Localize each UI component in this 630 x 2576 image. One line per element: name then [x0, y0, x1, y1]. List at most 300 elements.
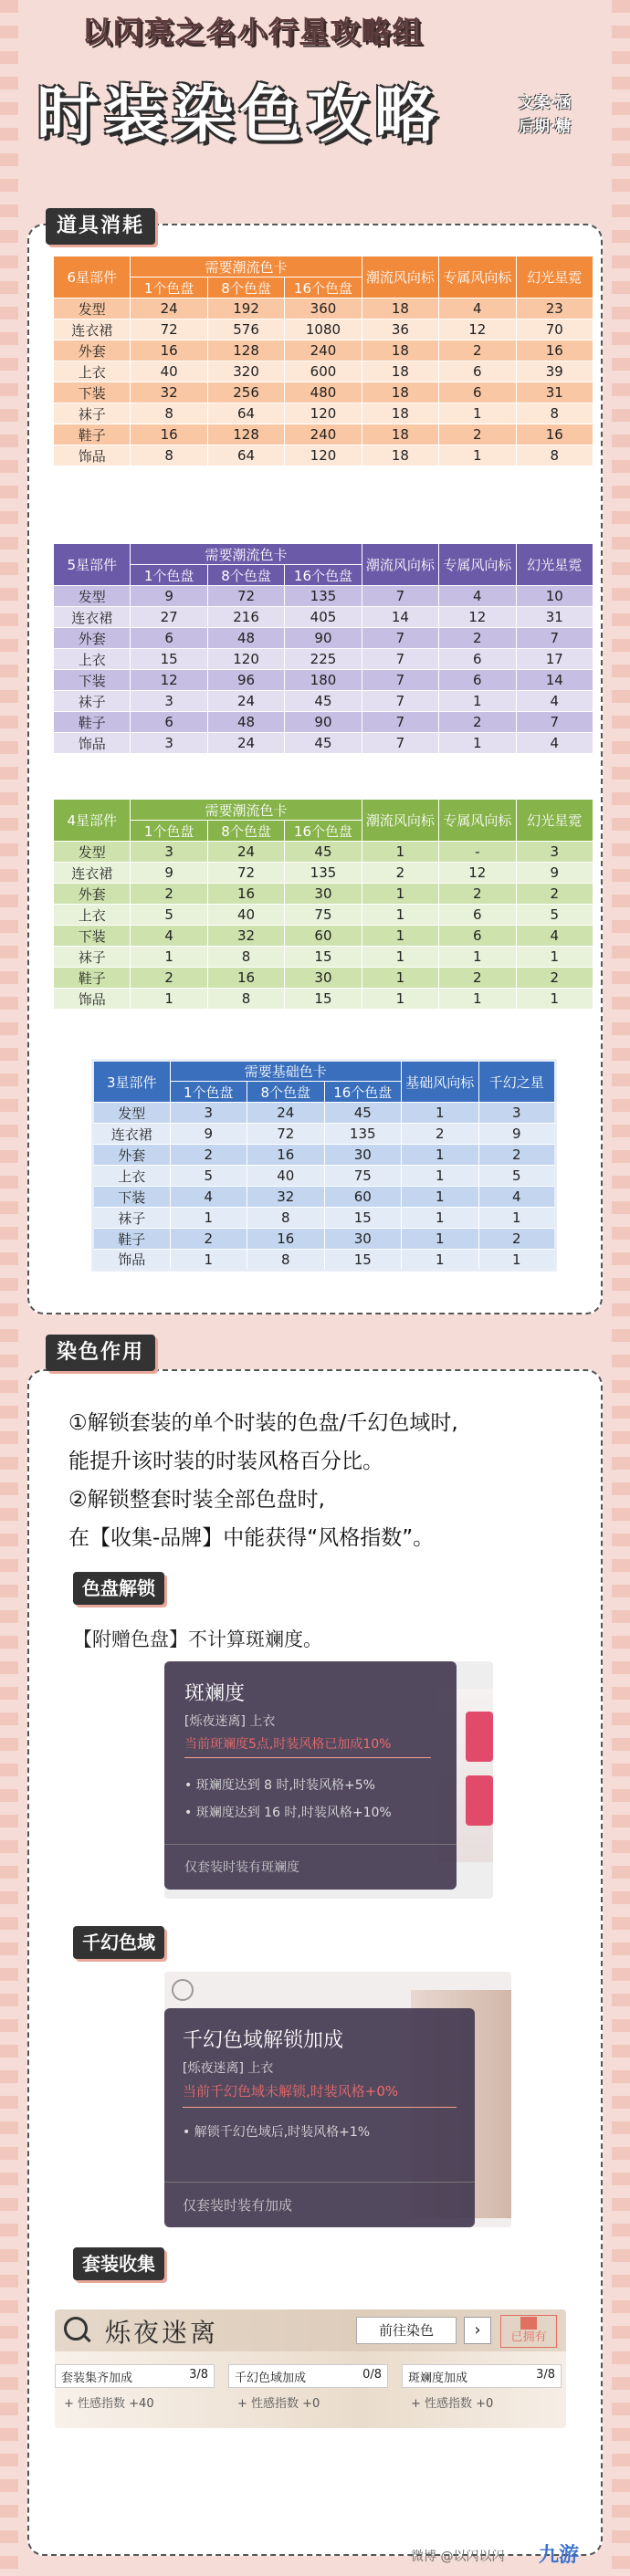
- table-cell: 32: [207, 926, 284, 947]
- table-cell: 2: [131, 884, 207, 905]
- column-header: 专属风向标: [439, 800, 516, 842]
- stat-value: 3/8: [189, 2368, 208, 2382]
- table-cell: 135: [285, 586, 362, 607]
- table-cell: 鞋子: [93, 1229, 171, 1250]
- table-cell: 2: [439, 968, 516, 989]
- credit-block: [519, 91, 601, 139]
- page-title: 时装染色攻略: [37, 79, 443, 152]
- table-cell: 75: [324, 1166, 402, 1187]
- table-cell: 8: [247, 1250, 325, 1271]
- table-cell: 7: [362, 733, 438, 754]
- table-cell: 3: [131, 733, 207, 754]
- column-header: 幻光星霓: [516, 257, 593, 298]
- table-cell: 24: [131, 298, 207, 319]
- stat-vividness: [402, 2364, 562, 2388]
- right-border-stripe: [612, 0, 630, 2576]
- table-cell: 45: [285, 842, 362, 863]
- part-header: 3星部件: [93, 1061, 171, 1103]
- table-cell: 袜子: [54, 691, 131, 712]
- column-header: 幻光星霓: [516, 800, 593, 842]
- table-cell: 64: [207, 403, 284, 424]
- table-row: [54, 712, 593, 733]
- subsection-title-palette: 色盘解锁: [73, 1572, 164, 1605]
- table-cell: 2: [439, 712, 516, 733]
- table-cell: 2: [439, 628, 516, 649]
- table-cell: 72: [207, 586, 284, 607]
- tooltip-title: 斑斓度: [184, 1682, 246, 1705]
- table-cell: 5: [478, 1166, 556, 1187]
- table-cell: 16: [516, 424, 593, 445]
- column-header: 潮流风向标: [362, 544, 438, 586]
- table-cell: 1: [402, 1187, 479, 1208]
- table-cell: 鞋子: [54, 712, 131, 733]
- table-cell: 16: [207, 968, 284, 989]
- table-cell: 1: [362, 842, 438, 863]
- table-cell: 4: [439, 298, 516, 319]
- group-header: 需要潮流色卡: [131, 257, 362, 277]
- credit-editor: 后期·糖: [519, 118, 572, 136]
- table-cell: 连衣裙: [54, 607, 131, 628]
- table-cell: 180: [285, 670, 362, 691]
- table-cell: 16: [131, 340, 207, 361]
- tooltip-footer: 仅套装时装有斑斓度: [184, 1860, 299, 1875]
- table-cell: 8: [207, 947, 284, 968]
- table-cell: 袜子: [54, 403, 131, 424]
- table-cell: 外套: [54, 340, 131, 361]
- table-row: [54, 842, 593, 863]
- table-cell: 5: [516, 905, 593, 926]
- table-cell: 2: [402, 1124, 479, 1145]
- subsection-title-color-domain: 千幻色域: [73, 1926, 164, 1959]
- palette-note: 【附赠色盘】不计算斑斓度。: [73, 1628, 322, 1650]
- table-cell: 17: [516, 649, 593, 670]
- table-cell: 1080: [285, 319, 362, 340]
- sub-column-header: 16个色盘: [285, 277, 362, 298]
- table-row: [54, 989, 593, 1010]
- table-cell: 3: [131, 691, 207, 712]
- column-header: 专属风向标: [439, 544, 516, 586]
- table-cell: 3: [478, 1103, 556, 1124]
- table-cell: 18: [362, 424, 438, 445]
- table-row: [54, 863, 593, 884]
- table-cell: 1: [402, 1166, 479, 1187]
- table-cell: 3: [516, 842, 593, 863]
- table-cell: 1: [402, 1103, 479, 1124]
- table-cell: 外套: [54, 628, 131, 649]
- table-cell: 2: [170, 1145, 247, 1166]
- table-cell: 128: [207, 340, 284, 361]
- info-icon: [172, 1979, 194, 2001]
- table-cell: 下装: [54, 670, 131, 691]
- table-cell: 下装: [54, 382, 131, 403]
- table-cell: 2: [439, 884, 516, 905]
- table-cell: 6: [439, 905, 516, 926]
- table-cell: 39: [516, 361, 593, 382]
- section-title-dye-effect: 染色作用: [46, 1335, 155, 1371]
- table-cell: 2: [516, 884, 593, 905]
- table-cell: 216: [207, 607, 284, 628]
- table-cell: 18: [362, 361, 438, 382]
- table-cell: 18: [362, 298, 438, 319]
- table-cell: 下装: [93, 1187, 171, 1208]
- table-cell: 45: [285, 691, 362, 712]
- subsection-title-suit-collection: 套装收集: [73, 2247, 164, 2280]
- table-cell: 7: [362, 649, 438, 670]
- stat-suit-complete: [55, 2364, 215, 2388]
- table-cell: 1: [131, 947, 207, 968]
- table-cell: 90: [285, 712, 362, 733]
- table-row: [54, 884, 593, 905]
- table-cell: 225: [285, 649, 362, 670]
- table-cell: 6: [439, 649, 516, 670]
- table-cell: 1: [362, 926, 438, 947]
- table-cell: 192: [207, 298, 284, 319]
- table-cell: 1: [478, 1250, 556, 1271]
- table-cell: 上衣: [93, 1166, 171, 1187]
- table-cell: 1: [131, 989, 207, 1010]
- table-cell: 外套: [54, 884, 131, 905]
- part-header: 6星部件: [54, 257, 131, 298]
- table-cell: 9: [131, 586, 207, 607]
- table-row: [54, 586, 593, 607]
- table-cell: 4: [516, 926, 593, 947]
- stat-bonus: + 性感指数 +0: [237, 2397, 320, 2411]
- table-cell: 4: [516, 691, 593, 712]
- table-row: [54, 319, 593, 340]
- table-cell: 1: [402, 1145, 479, 1166]
- tooltip-current: 当前斑斓度5点,时装风格已加成10%: [184, 1737, 392, 1752]
- table-cell: 12: [131, 670, 207, 691]
- sub-column-header: 8个色盘: [247, 1082, 325, 1103]
- table-cell: 15: [324, 1250, 402, 1271]
- tooltip-footer: 仅套装时装有加成: [183, 2197, 293, 2214]
- table-cell: 72: [247, 1124, 325, 1145]
- table-cell: 1: [170, 1208, 247, 1229]
- tooltip-item: [烁夜迷离] 上衣: [184, 1714, 276, 1729]
- table-cell: 16: [207, 884, 284, 905]
- effect-line-4: 在【收集-品牌】中能获得“风格指数”。: [68, 1526, 435, 1550]
- table-row: [93, 1187, 556, 1208]
- sub-column-header: 1个色盘: [170, 1082, 247, 1103]
- palette-screenshot: [164, 1661, 493, 1899]
- stat-value: 3/8: [536, 2368, 555, 2382]
- column-header: 专属风向标: [439, 257, 516, 298]
- left-border-stripe: [0, 0, 18, 2576]
- tooltip-bullet-2: • 斑斓度达到 16 时,时装风格+10%: [184, 1806, 392, 1820]
- table-row: [54, 445, 593, 466]
- table-cell: 8: [207, 989, 284, 1010]
- table-cell: 40: [247, 1166, 325, 1187]
- table-row: [54, 670, 593, 691]
- tooltip-bullet-1: • 斑斓度达到 8 时,时装风格+5%: [184, 1778, 375, 1793]
- table-cell: 2: [478, 1145, 556, 1166]
- effect-line-1: ①解锁套装的单个时装的色盘/千幻色域时,: [68, 1411, 458, 1435]
- table-cell: 60: [285, 926, 362, 947]
- table-cell: 45: [324, 1103, 402, 1124]
- table-cell: 64: [207, 445, 284, 466]
- table-cell: 16: [247, 1229, 325, 1250]
- table-cell: 12: [439, 319, 516, 340]
- table-cell: 1: [362, 905, 438, 926]
- table-cell: 96: [207, 670, 284, 691]
- table-cell: 8: [131, 445, 207, 466]
- table-cell: 7: [516, 712, 593, 733]
- table-cell: 发型: [54, 586, 131, 607]
- effect-description: [68, 1404, 458, 1557]
- table-cell: 1: [170, 1250, 247, 1271]
- table-cell: 16: [131, 424, 207, 445]
- table-cell: 袜子: [93, 1208, 171, 1229]
- table-cell: 480: [285, 382, 362, 403]
- table-cell: 6: [131, 628, 207, 649]
- table-row: [54, 926, 593, 947]
- table-row: [54, 340, 593, 361]
- table-cell: 下装: [54, 926, 131, 947]
- table-row: [54, 905, 593, 926]
- table-cell: 上衣: [54, 361, 131, 382]
- table-cell: 135: [324, 1124, 402, 1145]
- table-row: [54, 968, 593, 989]
- table-cell: 4: [439, 586, 516, 607]
- table-cell: 36: [362, 319, 438, 340]
- tooltip-current: 当前千幻色域未解锁,时装风格+0%: [183, 2083, 399, 2100]
- table-cell: 9: [516, 863, 593, 884]
- table-row: [93, 1103, 556, 1124]
- table-cell: 27: [131, 607, 207, 628]
- column-header: 千幻之星: [478, 1061, 556, 1103]
- table-cell: 30: [285, 884, 362, 905]
- table-cell: 30: [324, 1145, 402, 1166]
- table-cell: 24: [207, 733, 284, 754]
- table-cell: 1: [439, 947, 516, 968]
- table-cell: 576: [207, 319, 284, 340]
- table-cell: 3: [170, 1103, 247, 1124]
- table-cell: 饰品: [93, 1250, 171, 1271]
- table-cell: 120: [285, 445, 362, 466]
- stat-value: 0/8: [362, 2368, 382, 2382]
- group-header: 需要潮流色卡: [131, 800, 362, 821]
- stat-bonus: + 性感指数 +0: [411, 2397, 494, 2411]
- swatch-red-2: [466, 1775, 493, 1826]
- color-domain-screenshot: [164, 1972, 511, 2227]
- tooltip-title: 千幻色域解锁加成: [183, 2029, 344, 2052]
- table-row: [54, 607, 593, 628]
- table-cell: 31: [516, 607, 593, 628]
- table-row: [54, 628, 593, 649]
- table-cell: 1: [439, 445, 516, 466]
- part-header: 4星部件: [54, 800, 131, 842]
- sub-column-header: 1个色盘: [131, 565, 207, 586]
- table-cell: 8: [516, 403, 593, 424]
- table-cell: 7: [362, 670, 438, 691]
- table-cell: 2: [131, 968, 207, 989]
- table-cell: 9: [478, 1124, 556, 1145]
- table-cell: 18: [362, 403, 438, 424]
- table-cell: 1: [362, 989, 438, 1010]
- table-cell: 1: [439, 733, 516, 754]
- owned-badge: 已拥有: [500, 2315, 557, 2348]
- stat-bonus: + 性感指数 +40: [64, 2397, 154, 2411]
- group-name: 以闪亮之名小行星攻略组: [82, 15, 425, 49]
- table-cell: 120: [207, 649, 284, 670]
- table-cell: 16: [516, 340, 593, 361]
- sub-column-header: 16个色盘: [285, 821, 362, 842]
- table-row: [54, 382, 593, 403]
- part-header: 5星部件: [54, 544, 131, 586]
- table-cell: -: [439, 842, 516, 863]
- column-header: 基础风向标: [402, 1061, 479, 1103]
- table-row: [54, 361, 593, 382]
- table-cell: 75: [285, 905, 362, 926]
- table-cell: 2: [439, 340, 516, 361]
- table-cell: 60: [324, 1187, 402, 1208]
- tooltip-item: [烁夜迷离] 上衣: [183, 2061, 274, 2076]
- group-header: 需要潮流色卡: [131, 544, 362, 565]
- table-cell: 90: [285, 628, 362, 649]
- palette-tooltip: [164, 1661, 457, 1890]
- divider: [184, 1757, 431, 1758]
- table-cell: 1: [478, 1208, 556, 1229]
- table-cell: 7: [516, 628, 593, 649]
- table-cell: 12: [439, 863, 516, 884]
- table-cell: 7: [362, 586, 438, 607]
- table-cell: 饰品: [54, 989, 131, 1010]
- table-cell: 15: [131, 649, 207, 670]
- table-cell: 外套: [93, 1145, 171, 1166]
- suit-name: 烁夜迷离: [105, 2318, 219, 2348]
- table-cell: 6: [439, 361, 516, 382]
- table-cell: 1: [362, 884, 438, 905]
- table-cell: 128: [207, 424, 284, 445]
- site-logo: 九游: [539, 2544, 580, 2567]
- table-row: [54, 424, 593, 445]
- chevron-right-icon[interactable]: ›: [464, 2317, 491, 2344]
- table-cell: 6: [439, 382, 516, 403]
- table-cell: 饰品: [54, 733, 131, 754]
- table-cell: 256: [207, 382, 284, 403]
- table-cell: 2: [439, 424, 516, 445]
- table-cell: 1: [439, 989, 516, 1010]
- table-cell: 连衣裙: [93, 1124, 171, 1145]
- table-cell: 6: [439, 926, 516, 947]
- table-cell: 1: [439, 403, 516, 424]
- stat-label: 套装集齐加成: [61, 2372, 133, 2385]
- table-cell: 600: [285, 361, 362, 382]
- table-cell: 1: [402, 1250, 479, 1271]
- table-cell: 16: [247, 1145, 325, 1166]
- table-row: [93, 1250, 556, 1271]
- table-cell: 40: [131, 361, 207, 382]
- table-cell: 袜子: [54, 947, 131, 968]
- sub-column-header: 1个色盘: [131, 277, 207, 298]
- table-cell: 发型: [54, 298, 131, 319]
- stat-color-domain: [228, 2364, 388, 2388]
- sub-column-header: 8个色盘: [207, 821, 284, 842]
- table-cell: 8: [247, 1208, 325, 1229]
- table-cell: 连衣裙: [54, 863, 131, 884]
- divider: [164, 2182, 475, 2183]
- table-cell: 9: [131, 863, 207, 884]
- table-row: [54, 298, 593, 319]
- sub-column-header: 1个色盘: [131, 821, 207, 842]
- weibo-credit: 微博 @以闪以闪: [411, 2550, 505, 2564]
- table-row: [93, 1124, 556, 1145]
- table-cell: 6: [131, 712, 207, 733]
- table-cell: 连衣裙: [54, 319, 131, 340]
- table-cell: 70: [516, 319, 593, 340]
- table-cell: 24: [247, 1103, 325, 1124]
- table-cell: 上衣: [54, 905, 131, 926]
- section-title-item-cost: 道具消耗: [46, 208, 155, 245]
- table-cell: 7: [362, 628, 438, 649]
- table-cell: 40: [207, 905, 284, 926]
- table-cell: 1: [516, 989, 593, 1010]
- divider: [183, 2107, 457, 2108]
- table-cell: 2: [170, 1229, 247, 1250]
- table-row: [54, 733, 593, 754]
- goto-dye-button[interactable]: 前往染色: [356, 2317, 457, 2344]
- stat-label: 千幻色域加成: [235, 2372, 307, 2385]
- table-cell: 15: [324, 1208, 402, 1229]
- table-cell: 4: [516, 733, 593, 754]
- effect-line-2: 能提升该时装的时装风格百分比。: [68, 1450, 383, 1473]
- swatch-red: [466, 1712, 493, 1762]
- table-cell: 135: [285, 863, 362, 884]
- table-row: [93, 1208, 556, 1229]
- table-cell: 4: [170, 1187, 247, 1208]
- header: [0, 0, 630, 196]
- table-cell: 上衣: [54, 649, 131, 670]
- table-cell: 1: [402, 1229, 479, 1250]
- table-cell: 320: [207, 361, 284, 382]
- five-star-table: [53, 543, 593, 754]
- table-cell: 15: [285, 989, 362, 1010]
- table-cell: 发型: [93, 1103, 171, 1124]
- credit-writer: 文案·涵: [519, 94, 572, 112]
- table-cell: 8: [131, 403, 207, 424]
- table-cell: 23: [516, 298, 593, 319]
- table-cell: 1: [439, 691, 516, 712]
- table-cell: 32: [131, 382, 207, 403]
- table-cell: 9: [170, 1124, 247, 1145]
- table-cell: 24: [207, 842, 284, 863]
- table-cell: 360: [285, 298, 362, 319]
- table-cell: 72: [207, 863, 284, 884]
- table-cell: 31: [516, 382, 593, 403]
- table-cell: 18: [362, 382, 438, 403]
- table-cell: 1: [362, 968, 438, 989]
- suit-collection-screenshot: [55, 2309, 566, 2428]
- table-cell: 48: [207, 628, 284, 649]
- gift-icon: [520, 2317, 537, 2330]
- table-cell: 14: [362, 607, 438, 628]
- table-cell: 48: [207, 712, 284, 733]
- table-cell: 72: [131, 319, 207, 340]
- table-cell: 15: [285, 947, 362, 968]
- table-cell: 4: [131, 926, 207, 947]
- six-star-table: [53, 256, 593, 466]
- divider: [164, 1844, 457, 1845]
- table-cell: 7: [362, 691, 438, 712]
- table-cell: 405: [285, 607, 362, 628]
- three-star-table: [91, 1059, 557, 1272]
- table-cell: 12: [439, 607, 516, 628]
- table-row: [93, 1229, 556, 1250]
- table-cell: 2: [478, 1229, 556, 1250]
- table-cell: 5: [170, 1166, 247, 1187]
- table-cell: 14: [516, 670, 593, 691]
- table-cell: 30: [324, 1229, 402, 1250]
